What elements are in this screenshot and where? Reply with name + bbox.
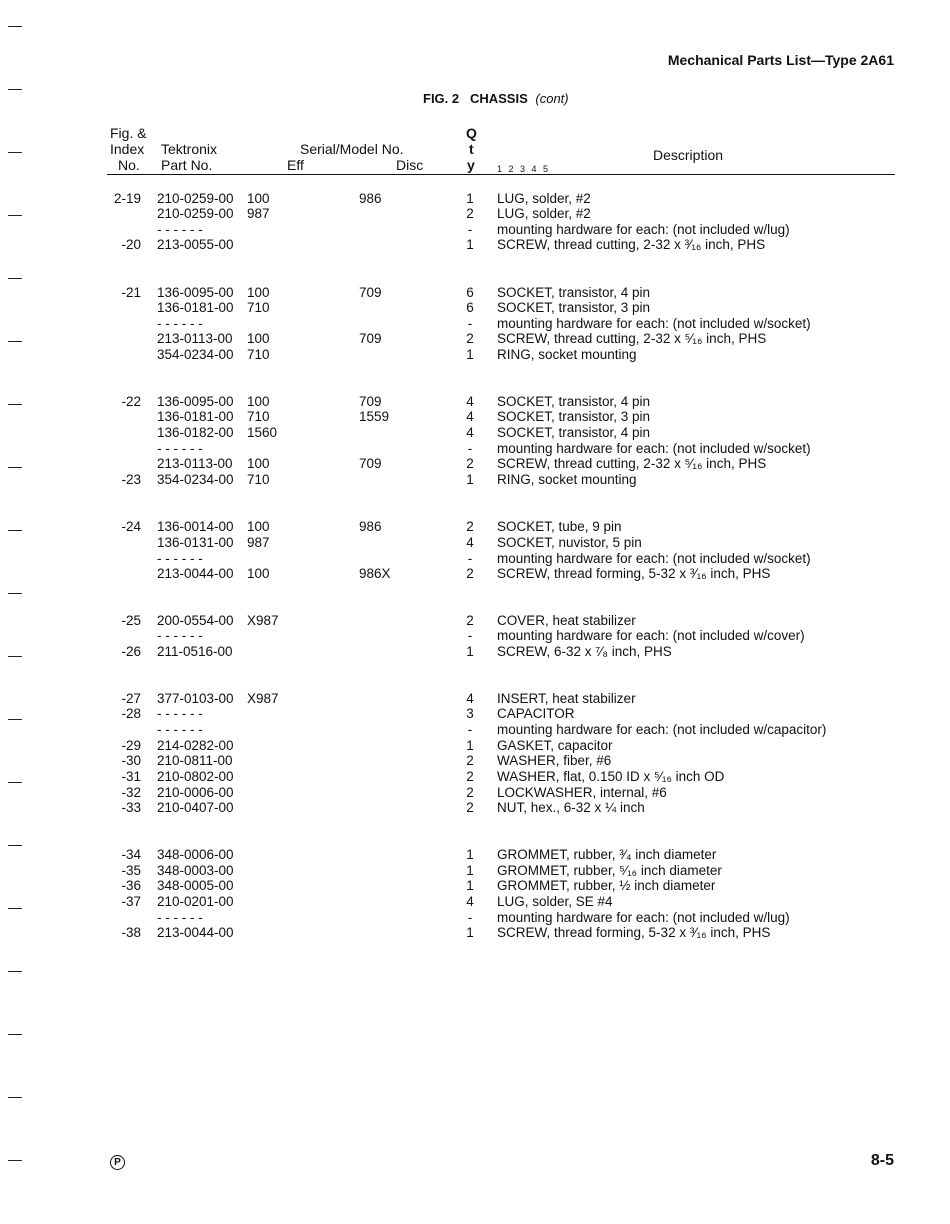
description: mounting hardware for each: (not included w/lug) (497, 222, 790, 237)
description: SCREW, thread cutting, 2-32 x ³⁄₁₆ inch, PHS (497, 237, 766, 252)
quantity: 4 (466, 894, 474, 909)
description: COVER, heat stabilizer (497, 613, 636, 628)
table-row (0, 925, 950, 941)
part-number: 354-0234-00 (157, 472, 234, 487)
quantity: 2 (466, 331, 474, 346)
col-part-line1: Tektronix (161, 141, 218, 157)
description: GROMMET, rubber, ³⁄₄ inch diameter (497, 847, 717, 862)
table-row (0, 722, 950, 738)
part-number: 348-0003-00 (157, 863, 234, 878)
part-number: 348-0006-00 (157, 847, 234, 862)
margin-mark (8, 593, 22, 594)
part-number: 200-0554-00 (157, 613, 234, 628)
part-number: 214-0282-00 (157, 738, 234, 753)
part-number: - - - - - - (157, 706, 203, 721)
description: mounting hardware for each: (not included w/lug) (497, 910, 790, 925)
quantity: 2 (466, 613, 474, 628)
table-row (0, 394, 950, 410)
table-row (0, 519, 950, 535)
quantity: 2 (466, 519, 474, 534)
table-row (0, 644, 950, 660)
description: mounting hardware for each: (not included w/socket) (497, 551, 811, 566)
serial-eff: 100 (247, 191, 270, 206)
margin-mark (8, 971, 22, 972)
serial-disc: 986 (359, 519, 382, 534)
part-number: 210-0811-00 (157, 753, 233, 768)
description: SOCKET, tube, 9 pin (497, 519, 622, 534)
part-number: 213-0113-00 (157, 331, 233, 346)
quantity: 2 (466, 456, 474, 471)
col-eff: Eff (287, 157, 304, 173)
quantity: - (467, 910, 473, 925)
serial-eff: 710 (247, 347, 270, 362)
description: LUG, solder, #2 (497, 206, 591, 221)
part-number: 136-0131-00 (157, 535, 234, 550)
part-number: 348-0005-00 (157, 878, 234, 893)
table-row (0, 910, 950, 926)
part-number: 210-0259-00 (157, 206, 234, 221)
serial-disc: 709 (359, 285, 382, 300)
serial-eff: 987 (247, 206, 270, 221)
quantity: 2 (466, 206, 474, 221)
description: mounting hardware for each: (not included w/cover) (497, 628, 805, 643)
index-number: -28 (121, 706, 141, 721)
table-row (0, 285, 950, 301)
margin-mark (8, 26, 22, 27)
part-number: - - - - - - (157, 910, 203, 925)
index-number: -22 (121, 394, 141, 409)
description: SCREW, thread forming, 5-32 x ³⁄₁₆ inch, PHS (497, 925, 771, 940)
col-serial: Serial/Model No. (300, 141, 404, 157)
quantity: 2 (466, 769, 474, 784)
quantity: 1 (466, 237, 474, 252)
quantity: 1 (466, 847, 474, 862)
col-fig-line2: Index (110, 141, 145, 157)
margin-mark (8, 1034, 22, 1035)
part-number: - - - - - - (157, 441, 203, 456)
quantity: 2 (466, 785, 474, 800)
part-number: - - - - - - (157, 551, 203, 566)
serial-disc: 986X (359, 566, 391, 581)
quantity: 6 (466, 285, 474, 300)
col-disc: Disc (396, 157, 424, 173)
table-row (0, 894, 950, 910)
table-row (0, 706, 950, 722)
description: LUG, solder, #2 (497, 191, 591, 206)
part-number: 213-0055-00 (157, 237, 234, 252)
part-number: 210-0802-00 (157, 769, 234, 784)
description: mounting hardware for each: (not included w/socket) (497, 441, 811, 456)
index-number: -38 (121, 925, 141, 940)
quantity: 1 (466, 644, 474, 659)
quantity: 1 (466, 347, 474, 362)
quantity: 1 (466, 925, 474, 940)
col-qty-line3: y (467, 157, 475, 173)
part-number: 136-0182-00 (157, 425, 234, 440)
table-row (0, 800, 950, 816)
table-row (0, 785, 950, 801)
table-row (0, 316, 950, 332)
description: mounting hardware for each: (not included w/socket) (497, 316, 811, 331)
description: RING, socket mounting (497, 472, 637, 487)
description: WASHER, flat, 0.150 ID x ⁵⁄₁₆ inch OD (497, 769, 725, 784)
margin-mark (8, 278, 22, 279)
quantity: 1 (466, 191, 474, 206)
index-number: -26 (121, 644, 141, 659)
quantity: - (467, 222, 473, 237)
header-rule (107, 174, 895, 175)
figure-suffix: (cont) (535, 91, 569, 106)
part-number: 211-0516-00 (157, 644, 233, 659)
col-description: Description (653, 147, 724, 163)
index-number: -27 (121, 691, 141, 706)
serial-eff: X987 (247, 691, 279, 706)
part-number: 213-0113-00 (157, 456, 233, 471)
index-number: -36 (121, 878, 141, 893)
table-row (0, 331, 950, 347)
quantity: - (467, 722, 473, 737)
logo-letter: P (114, 1157, 121, 1168)
table-row (0, 535, 950, 551)
description: LUG, solder, SE #4 (497, 894, 613, 909)
description: INSERT, heat stabilizer (497, 691, 636, 706)
publisher-logo (110, 1155, 125, 1170)
index-number: -33 (121, 800, 141, 815)
serial-disc: 1559 (359, 409, 390, 424)
serial-eff: X987 (247, 613, 279, 628)
description: SCREW, thread cutting, 2-32 x ⁵⁄₁₆ inch, PHS (497, 331, 767, 346)
part-number: - - - - - - (157, 316, 203, 331)
description: mounting hardware for each: (not included w/capacitor) (497, 722, 827, 737)
table-row (0, 878, 950, 894)
table-row (0, 769, 950, 785)
col-part-line2: Part No. (161, 157, 213, 173)
quantity: - (467, 316, 473, 331)
index-number: -23 (121, 472, 141, 487)
quantity: 1 (466, 863, 474, 878)
part-number: 136-0181-00 (157, 300, 234, 315)
index-number: -29 (121, 738, 141, 753)
part-number: 210-0006-00 (157, 785, 234, 800)
serial-disc: 986 (359, 191, 382, 206)
quantity: 2 (466, 800, 474, 815)
serial-disc: 709 (359, 331, 382, 346)
table-row (0, 472, 950, 488)
description: GASKET, capacitor (497, 738, 613, 753)
table-row (0, 628, 950, 644)
table-row (0, 409, 950, 425)
part-number: - - - - - - (157, 722, 203, 737)
quantity: 6 (466, 300, 474, 315)
part-number: - - - - - - (157, 222, 203, 237)
quantity: 4 (466, 425, 474, 440)
part-number: 136-0095-00 (157, 285, 234, 300)
quantity: - (467, 551, 473, 566)
quantity: 4 (466, 394, 474, 409)
serial-eff: 987 (247, 535, 270, 550)
quantity: 1 (466, 738, 474, 753)
description: RING, socket mounting (497, 347, 637, 362)
description: WASHER, fiber, #6 (497, 753, 612, 768)
quantity: 3 (466, 706, 474, 721)
col-qty-line2: t (469, 141, 474, 157)
serial-eff: 1560 (247, 425, 278, 440)
table-row (0, 847, 950, 863)
description: CAPACITOR (497, 706, 575, 721)
serial-eff: 100 (247, 285, 270, 300)
serial-eff: 710 (247, 472, 270, 487)
description: SCREW, thread forming, 5-32 x ³⁄₁₆ inch, PHS (497, 566, 771, 581)
table-row (0, 441, 950, 457)
margin-mark (8, 1097, 22, 1098)
col-fig-line3: No. (118, 157, 140, 173)
description: SOCKET, transistor, 3 pin (497, 300, 651, 315)
description: SOCKET, transistor, 4 pin (497, 425, 651, 440)
serial-eff: 100 (247, 331, 270, 346)
table-row (0, 425, 950, 441)
margin-mark (8, 845, 22, 846)
serial-eff: 100 (247, 394, 270, 409)
table-row (0, 237, 950, 253)
col-levels: 1 2 3 4 5 (497, 164, 551, 174)
description: GROMMET, rubber, ⁵⁄₁₆ inch diameter (497, 863, 722, 878)
quantity: 2 (466, 753, 474, 768)
description: SOCKET, transistor, 4 pin (497, 285, 651, 300)
index-number: -25 (121, 613, 141, 628)
index-number: -20 (121, 237, 141, 252)
margin-mark (8, 152, 22, 153)
description: LOCKWASHER, internal, #6 (497, 785, 667, 800)
description: NUT, hex., 6-32 x ¼ inch (497, 800, 645, 815)
serial-eff: 100 (247, 456, 270, 471)
table-row (0, 347, 950, 363)
part-number: 210-0259-00 (157, 191, 234, 206)
index-number: 2-19 (113, 191, 141, 206)
part-number: 377-0103-00 (157, 691, 234, 706)
index-number: -32 (121, 785, 141, 800)
description: SCREW, 6-32 x ⁷⁄₈ inch, PHS (497, 644, 672, 659)
part-number: 213-0044-00 (157, 566, 234, 581)
table-row (0, 691, 950, 707)
serial-disc: 709 (359, 456, 382, 471)
page-number: 8-5 (870, 1152, 894, 1169)
quantity: 2 (466, 566, 474, 581)
table-row (0, 456, 950, 472)
description: SOCKET, nuvistor, 5 pin (497, 535, 642, 550)
description: GROMMET, rubber, ½ inch diameter (497, 878, 716, 893)
serial-eff: 100 (247, 566, 270, 581)
index-number: -34 (121, 847, 141, 862)
description: SOCKET, transistor, 3 pin (497, 409, 651, 424)
figure-label: FIG. 2 (423, 91, 460, 106)
serial-disc: 709 (359, 394, 382, 409)
serial-eff: 100 (247, 519, 270, 534)
col-fig-line1: Fig. & (110, 125, 147, 141)
col-qty-line1: Q (466, 125, 477, 141)
margin-mark (8, 89, 22, 90)
table-row (0, 222, 950, 238)
index-number: -30 (121, 753, 141, 768)
quantity: 4 (466, 535, 474, 550)
table-row (0, 551, 950, 567)
part-number: 210-0201-00 (157, 894, 234, 909)
figure-name: CHASSIS (469, 91, 528, 106)
part-number: 210-0407-00 (157, 800, 234, 815)
part-number: 136-0014-00 (157, 519, 234, 534)
quantity: 4 (466, 691, 474, 706)
table-row (0, 863, 950, 879)
serial-eff: 710 (247, 409, 270, 424)
index-number: -31 (121, 769, 141, 784)
figure-title (423, 91, 569, 106)
table-row (0, 613, 950, 629)
description: SOCKET, transistor, 4 pin (497, 394, 651, 409)
description: SCREW, thread cutting, 2-32 x ⁵⁄₁₆ inch, PHS (497, 456, 767, 471)
quantity: - (467, 441, 473, 456)
table-row (0, 738, 950, 754)
quantity: - (467, 628, 473, 643)
part-number: 136-0181-00 (157, 409, 234, 424)
serial-eff: 710 (247, 300, 270, 315)
quantity: 4 (466, 409, 474, 424)
part-number: 213-0044-00 (157, 925, 234, 940)
quantity: 1 (466, 878, 474, 893)
part-number: - - - - - - (157, 628, 203, 643)
table-row (0, 566, 950, 582)
part-number: 354-0234-00 (157, 347, 234, 362)
table-row (0, 191, 950, 207)
index-number: -35 (121, 863, 141, 878)
table-row (0, 753, 950, 769)
table-row (0, 206, 950, 222)
part-number: 136-0095-00 (157, 394, 234, 409)
quantity: 1 (466, 472, 474, 487)
margin-mark (8, 1160, 22, 1161)
index-number: -21 (121, 285, 141, 300)
index-number: -37 (121, 894, 141, 909)
table-row (0, 300, 950, 316)
index-number: -24 (121, 519, 141, 534)
page-header-title: Mechanical Parts List—Type 2A61 (667, 52, 894, 68)
